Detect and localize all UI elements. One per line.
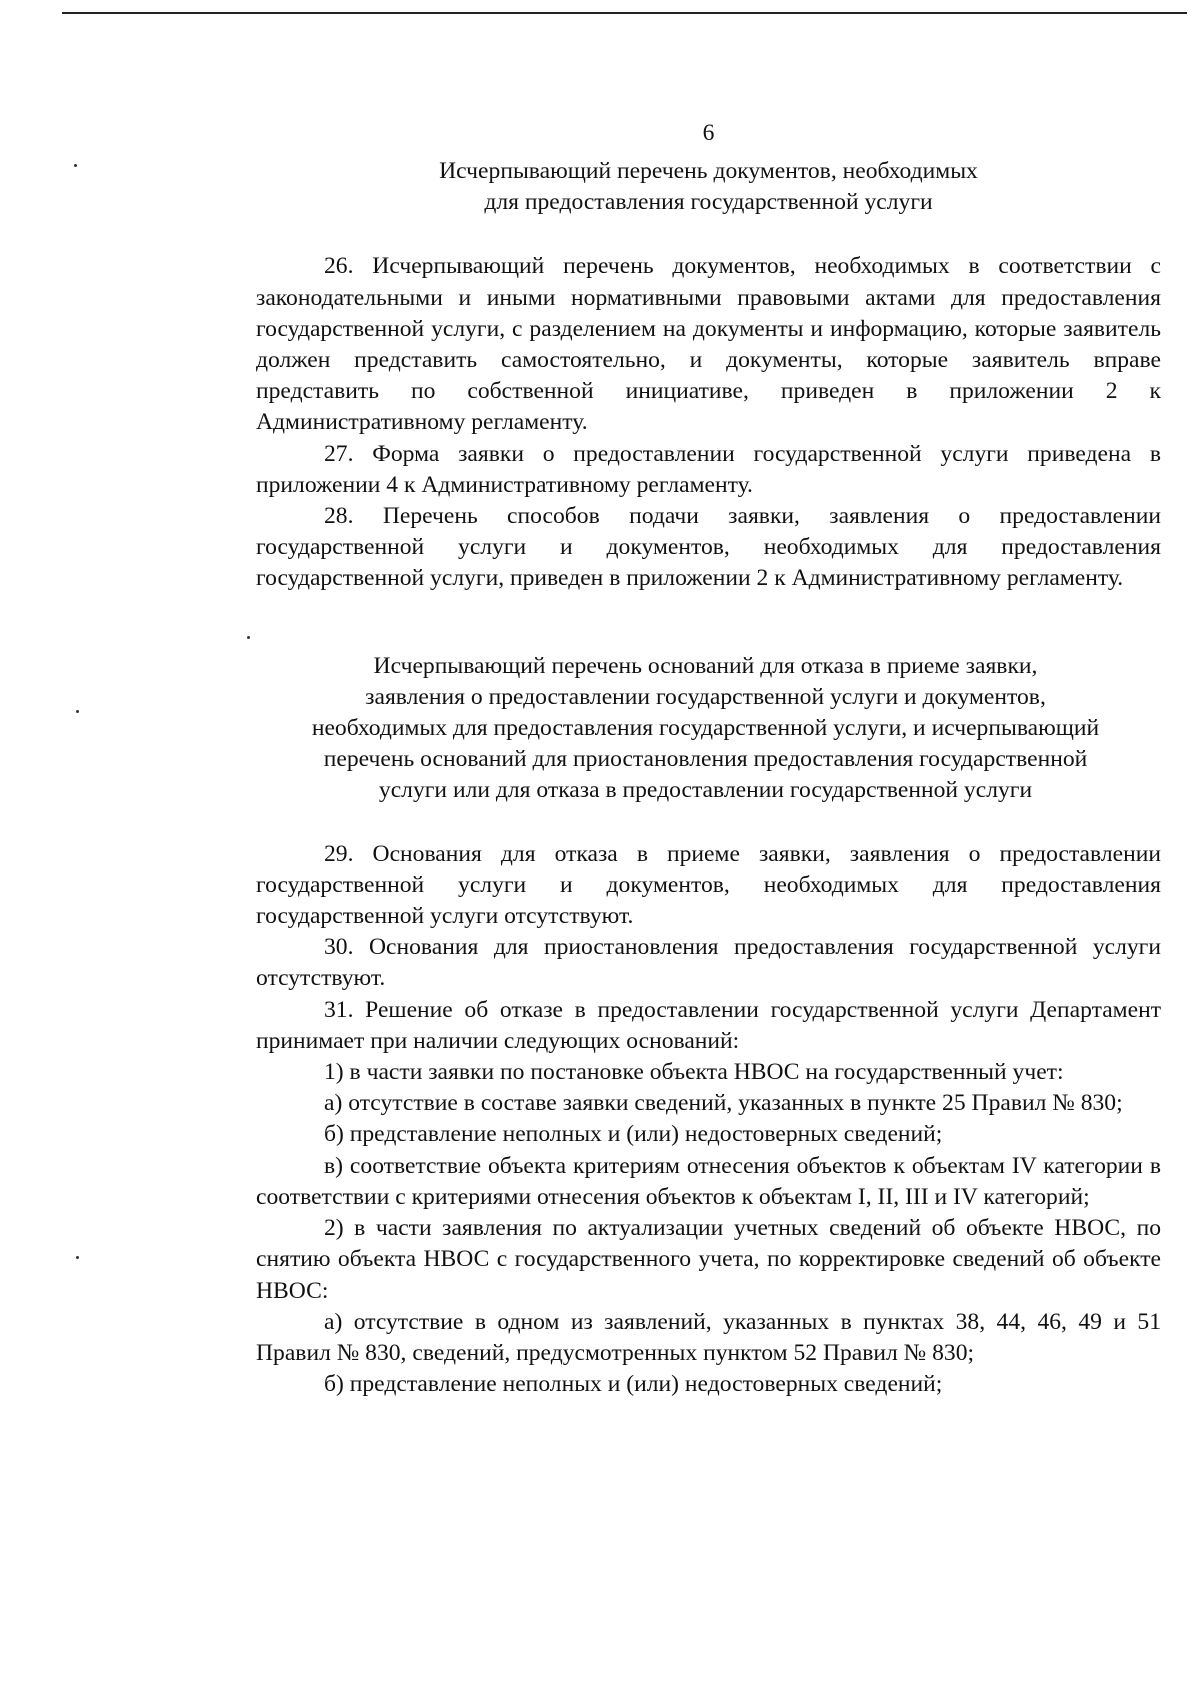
documents-section bbox=[256, 251, 1161, 594]
paragraph-28: 28. Перечень способов подачи заявки, заявления о предоставлении государственной услуги и документов, необходимых для предоставления государственной услуги, приведен в приложении 2 к Административному регламенту. bbox=[256, 503, 1161, 592]
paragraph-26: 26. Исчерпывающий перечень документов, необходимых в соответствии с законодательными и иными нормативными правовыми актами для предоставления государственной услуги, с разделением на документы и информацию, которые заявитель должен представить самостоятельно, и документы, которые заявитель вправе представить по собственной инициативе, приведен в приложении 2 к Административному регламенту. bbox=[256, 253, 1161, 436]
scan-speck bbox=[76, 710, 79, 713]
heading-line: заявления о предоставлении государственной услуги и документов, bbox=[365, 683, 1046, 710]
heading-line: Исчерпывающий перечень оснований для отказа в приеме заявки, bbox=[373, 652, 1038, 679]
heading-line: необходимых для предоставления государственной услуги, и исчерпывающий bbox=[311, 715, 1100, 742]
list-item-1: 1) в части заявки по постановке объекта НВОС на государственный учет: bbox=[324, 1059, 1064, 1086]
heading-line: для предоставления государственной услуги bbox=[484, 189, 933, 216]
document-page bbox=[256, 118, 1161, 1400]
list-item-1a: а) отсутствие в составе заявки сведений, указанных в пункте 25 Правил № 830; bbox=[324, 1090, 1123, 1117]
section-heading-refusal-grounds bbox=[256, 651, 1161, 807]
list-item-2: 2) в части заявления по актуализации учетных сведений об объекте НВОС, по снятию объекта НВОС с государственного учета, по корректировке сведений об объекте НВОС: bbox=[256, 1215, 1161, 1304]
scan-speck bbox=[76, 1256, 79, 1259]
list-item-2b: б) представление неполных и (или) недостоверных сведений; bbox=[324, 1371, 943, 1398]
paragraph-30: 30. Основания для приостановления предоставления государственной услуги отсутствуют. bbox=[256, 934, 1161, 992]
list-item-1v: в) соответствие объекта критериям отнесения объектов к объектам IV категории в соответствии с критериями отнесения объектов к объектам I, II, III и IV категорий; bbox=[256, 1152, 1161, 1210]
page-number: 6 bbox=[702, 120, 715, 146]
list-item-2a: а) отсутствие в одном из заявлений, указанных в пунктах 38, 44, 46, 49 и 51 Правил № 830, сведений, предусмотренных пунктом 52 Правил № 830; bbox=[256, 1308, 1161, 1366]
paragraph-31: 31. Решение об отказе в предоставлении государственной услуги Департамент принимает при наличии следующих оснований: bbox=[256, 996, 1161, 1054]
top-border-line bbox=[62, 12, 1187, 14]
paragraph-29: 29. Основания для отказа в приеме заявки, заявления о предоставлении государственной услуги и документов, необходимых для предоставления государственной услуги отсутствуют. bbox=[256, 840, 1161, 930]
scan-speck bbox=[247, 636, 250, 639]
list-item-1b: б) представление неполных и (или) недостоверных сведений; bbox=[324, 1121, 943, 1148]
scan-speck bbox=[74, 164, 77, 167]
section-heading-documents bbox=[256, 156, 1161, 218]
refusal-grounds-section bbox=[256, 839, 1161, 1401]
paragraph-27: 27. Форма заявки о предоставлении государственной услуги приведена в приложении 4 к Административному регламенту. bbox=[256, 440, 1161, 498]
heading-line: перечень оснований для приостановления предоставления государственной bbox=[323, 746, 1088, 773]
heading-line: услуги или для отказа в предоставлении государственной услуги bbox=[378, 777, 1033, 804]
heading-line: Исчерпывающий перечень документов, необходимых bbox=[439, 158, 978, 184]
